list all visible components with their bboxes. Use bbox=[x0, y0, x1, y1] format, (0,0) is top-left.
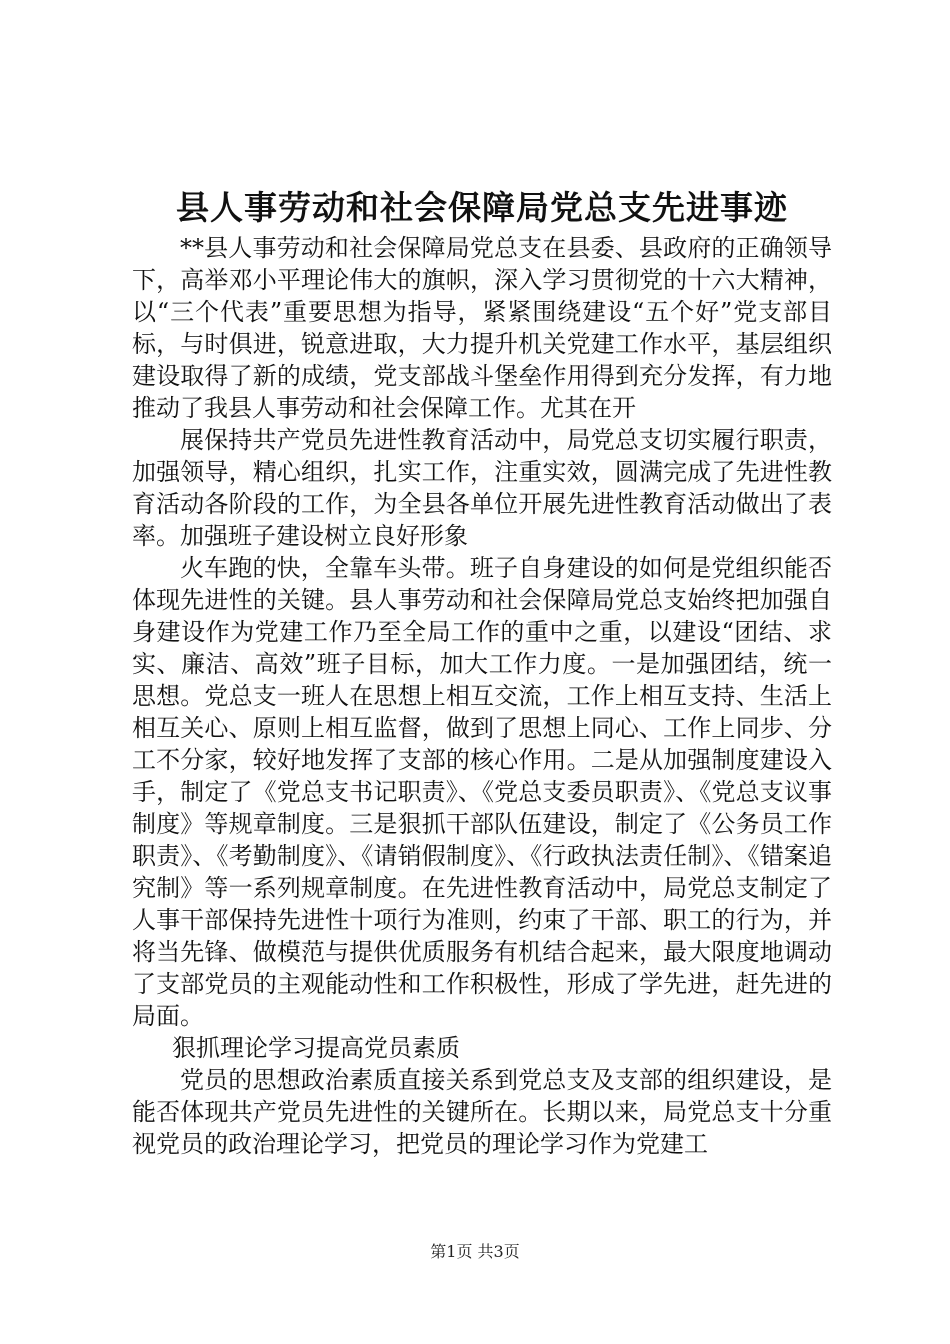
section-heading-theory: 狠抓理论学习提高党员素质 bbox=[172, 1034, 460, 1062]
document-title: 县人事劳动和社会保障局党总支先进事迹 bbox=[176, 188, 788, 227]
document-body bbox=[132, 186, 832, 1160]
paragraph-team-building: 火车跑的快，全靠车头带。班子自身建设的如何是党组织能否体现先进性的关键。县人事劳动和社会保障局党总支始终把加强自身建设作为党建工作乃至全局工作的重中之重，以建设“团结、求实、廉洁、高效”班子目标，加大工作力度。一是加强团结，统一思想。党总支一班人在思想上相互交流，工作上相互支持、生活上相互关心、原则上相互监督，做到了思想上同心、工作上同步、分工不分家，较好地发挥了支部的核心作用。二是从加强制度建设入手，制定了《党总支书记职责》、《党总支委员职责》、《党总支议事制度》等规章制度。三是狠抓干部队伍建设，制定了《公务员工作职责》、《考勤制度》、《请销假制度》、《行政执法责任制》、《错案追究制》等一系列规章制度。在先进性教育活动中，局党总支制定了人事干部保持先进性十项行为准则，约束了干部、职工的行为，并将当先锋、做模范与提供优质服务有机结合起来，最大限度地调动了支部党员的主观能动性和工作积极性，形成了学先进，赶先进的局面。 bbox=[132, 554, 832, 1030]
page-footer: 第1页 共3页 bbox=[430, 1242, 520, 1261]
paragraph-education: 展保持共产党员先进性教育活动中，局党总支切实履行职责，加强领导，精心组织，扎实工作，注重实效，圆满完成了先进性教育活动各阶段的工作，为全县各单位开展先进性教育活动做出了表率。加强班子建设树立良好形象 bbox=[132, 426, 832, 550]
paragraph-intro: **县人事劳动和社会保障局党总支在县委、县政府的正确领导下，高举邓小平理论伟大的旗帜，深入学习贯彻党的十六大精神，以“三个代表”重要思想为指导，紧紧围绕建设“五个好”党支部目标，与时俱进，锐意进取，大力提升机关党建工作水平，基层组织建设取得了新的成绩，党支部战斗堡垒作用得到充分发挥，有力地推动了我县人事劳动和社会保障工作。尤其在开 bbox=[132, 234, 832, 422]
paragraph-theory: 党员的思想政治素质直接关系到党总支及支部的组织建设，是能否体现共产党员先进性的关键所在。长期以来，局党总支十分重视党员的政治理论学习，把党员的理论学习作为党建工 bbox=[132, 1066, 832, 1158]
